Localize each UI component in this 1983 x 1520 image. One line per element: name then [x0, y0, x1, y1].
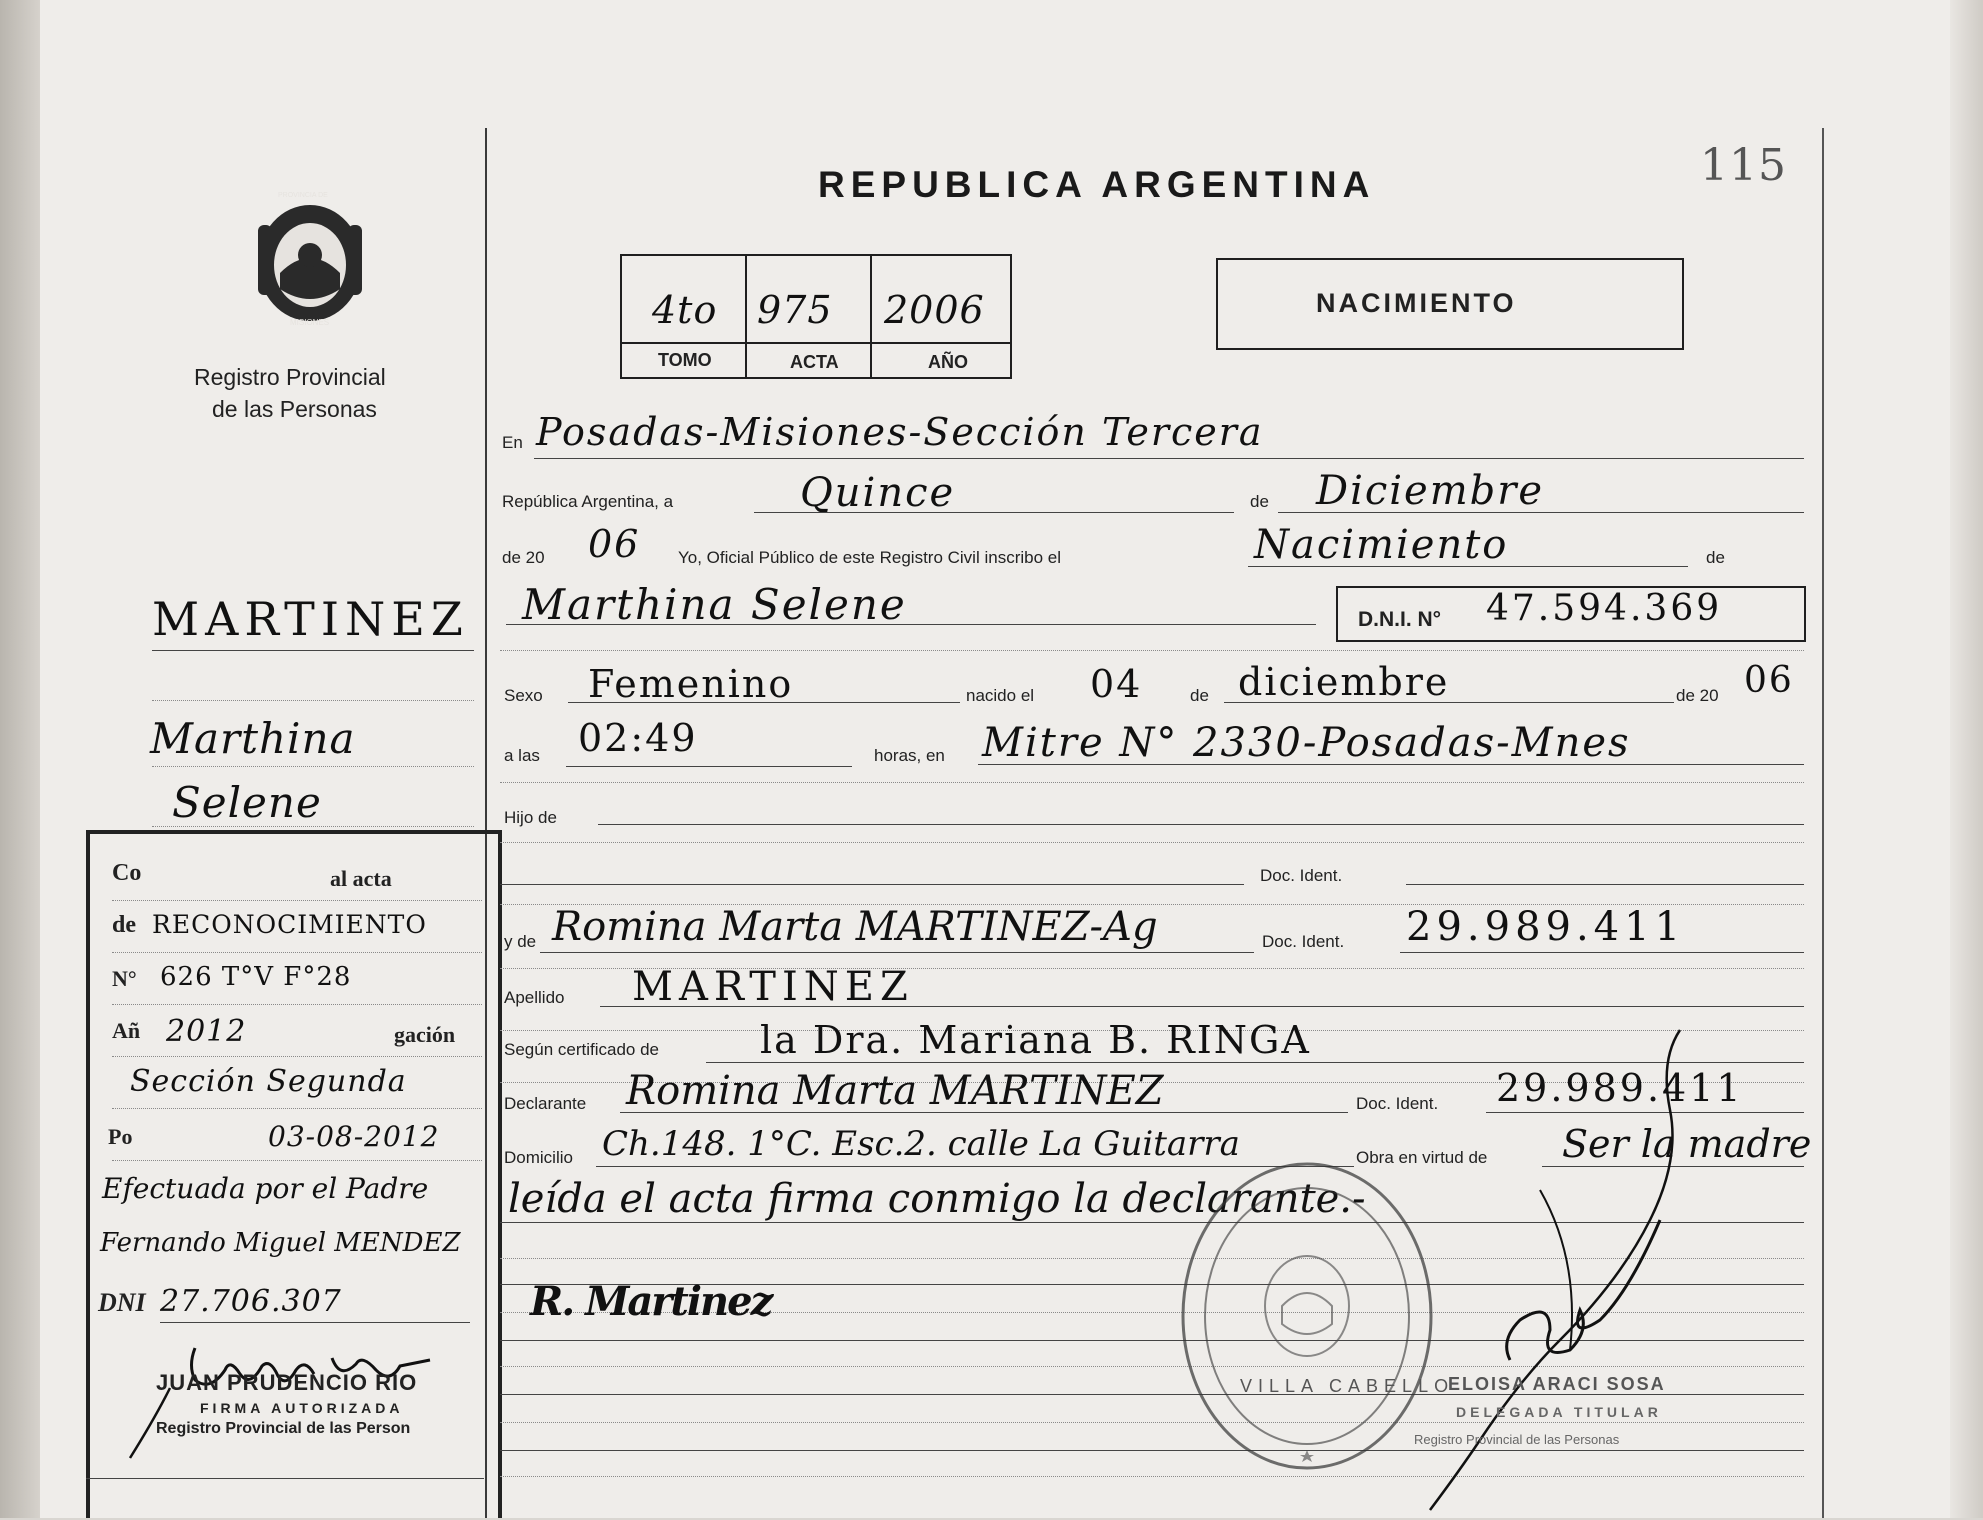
signer-office: Registro Provincial de las Person [156, 1420, 411, 1437]
signer-name: JUAN PRUDENCIO RIO [156, 1370, 418, 1395]
registration-place: Posadas-Misiones-Sección Tercera [536, 410, 1264, 454]
month-line [1278, 512, 1804, 513]
apellido-line [600, 1006, 1804, 1007]
declarant-signature: R. Martinez [530, 1278, 772, 1325]
annotation-line9-value: 27.706.307 [160, 1284, 342, 1319]
child-name: Marthina Selene [522, 580, 907, 629]
margin-given-name-2: Selene [172, 778, 322, 827]
annotation-dotted-4 [112, 1056, 482, 1057]
annotation-line5-value: Sección Segunda [130, 1064, 407, 1099]
agency-name-line2: de las Personas [212, 396, 377, 422]
official-office: Registro Provincial de las Personas [1414, 1432, 1620, 1447]
hijo-label: Hijo de [504, 808, 557, 827]
annotation-line8: Fernando Miguel MENDEZ [100, 1228, 461, 1258]
father-doc-line [1406, 884, 1804, 885]
official-name: ELOISA ARACI SOSA [1448, 1374, 1666, 1394]
stamp-text: VILLA CABELLO [1240, 1376, 1455, 1396]
form-dotted-2 [500, 782, 1804, 783]
apellido-value: MARTINEZ [632, 964, 914, 1010]
document-title: REPUBLICA ARGENTINA [818, 164, 1376, 205]
margin-given-name-1: Marthina [150, 714, 356, 763]
doc-ident-label-1: Doc. Ident. [1260, 866, 1343, 885]
annotation-line9-label: DNI [98, 1288, 146, 1317]
birth-day: 04 [1090, 662, 1143, 706]
registration-year-suffix: 06 [588, 522, 641, 566]
dni-value: 47.594.369 [1486, 588, 1723, 629]
annotation-bottom-line [86, 1478, 484, 1479]
annotation-dotted-2 [112, 952, 482, 953]
birth-place: Mitre N° 2330-Posadas-Mnes [982, 720, 1631, 766]
sexo-line [568, 702, 960, 703]
right-column-rule [1822, 128, 1824, 1518]
place-line [534, 458, 1804, 459]
annotation-dotted-6 [112, 1160, 482, 1161]
registration-month: Diciembre [1316, 468, 1545, 514]
nacido-label: nacido el [966, 686, 1035, 705]
official-title: DELEGADA TITULAR [1456, 1404, 1662, 1420]
day-line [754, 512, 1234, 513]
page-right-shadow [1950, 0, 1983, 1518]
annotation-line7: Efectuada por el Padre [102, 1172, 429, 1205]
margin-dotted-3 [152, 826, 474, 827]
declarante-label: Declarante [504, 1094, 587, 1113]
declarante-doc: 29.989.411 [1496, 1066, 1744, 1110]
birth-year-suffix: 06 [1744, 660, 1794, 701]
annotation-line4-suffix: gación [394, 1022, 456, 1047]
page-binding-edge [0, 0, 40, 1518]
birth-place-line [978, 764, 1804, 765]
declarante-line [620, 1112, 1348, 1113]
sexo-value: Femenino [588, 662, 794, 706]
annotation-line2-label: de [112, 912, 136, 938]
birth-month-line [1224, 702, 1674, 703]
doc-ident-label-3: Doc. Ident. [1356, 1094, 1439, 1113]
mother-doc-line [1400, 952, 1804, 953]
seal-bottom-text: MISIONES [290, 318, 330, 327]
apellido-label: Apellido [504, 988, 565, 1007]
tomo-label: TOMO [658, 350, 712, 370]
annotation-line2-value: RECONOCIMIENTO [152, 910, 427, 939]
inscription-type: Nacimiento [1254, 522, 1509, 568]
father-line-2 [500, 884, 1244, 885]
form-dotted-3 [500, 842, 1804, 843]
seal-top-text: PROVINCIA DE [278, 192, 328, 199]
de-label-2: de [1706, 548, 1725, 567]
mother-name: Romina Marta MARTINEZ-Ag [552, 904, 1158, 950]
alas-label: a las [504, 746, 540, 765]
en-label: En [502, 433, 523, 452]
signer-title: FIRMA AUTORIZADA [200, 1400, 404, 1416]
annotation-line4-value: 2012 [166, 1014, 247, 1049]
annotation-line6-value: 03-08-2012 [268, 1120, 440, 1153]
closing-text: leída el acta firma conmigo la declarante.- [508, 1176, 1366, 1222]
doc-ident-label-2: Doc. Ident. [1262, 932, 1345, 951]
time-line [566, 766, 852, 767]
mother-line [540, 952, 1254, 953]
de20-label-2: de 20 [1676, 686, 1719, 705]
annotation-dotted-3 [112, 1004, 482, 1005]
y-de-label: y de [504, 932, 537, 951]
annotation-dotted-5 [112, 1108, 482, 1109]
mother-doc: 29.989.411 [1406, 904, 1686, 950]
provincial-seal-icon [240, 185, 380, 335]
de-label-3: de [1190, 686, 1209, 705]
certificate-doctor: la Dra. Mariana B. RINGA [760, 1018, 1311, 1062]
de20-label-1: de 20 [502, 548, 545, 567]
declarante-name: Romina Marta MARTINEZ [626, 1068, 1164, 1114]
annotation-line1-suffix: al acta [330, 866, 392, 891]
official-stamp [1172, 1150, 1442, 1482]
sexo-label: Sexo [504, 686, 543, 705]
margin-dotted-1 [152, 700, 474, 701]
child-name-line [506, 624, 1316, 625]
margin-surname: MARTINEZ [152, 592, 469, 646]
domicilio-label: Domicilio [504, 1148, 573, 1167]
obra-value: Ser la madre [1562, 1122, 1812, 1166]
annotation-line4-label: Añ [112, 1018, 141, 1043]
dni-label: D.N.I. N° [1358, 608, 1442, 631]
anio-value: 2006 [884, 288, 985, 332]
act-type-label: NACIMIENTO [1316, 288, 1517, 318]
inscription-line [1248, 566, 1688, 567]
reference-box-divider-v2 [870, 256, 872, 377]
horas-label: horas, en [874, 746, 945, 765]
margin-surname-line [152, 650, 474, 651]
form-dotted-1 [500, 650, 1804, 651]
birth-time: 02:49 [578, 716, 698, 760]
de-label-1: de [1250, 492, 1269, 511]
father-line [598, 824, 1804, 825]
agency-name-line1: Registro Provincial [194, 364, 386, 390]
obra-label: Obra en virtud de [1356, 1148, 1488, 1167]
registration-day: Quince [800, 470, 956, 516]
domicilio-value: Ch.148. 1°C. Esc.2. calle La Guitarra [602, 1124, 1240, 1164]
republica-label: República Argentina, a [502, 492, 674, 511]
annotation-line3-label: N° [112, 966, 137, 991]
anio-label: AÑO [928, 352, 968, 372]
oficial-label: Yo, Oficial Público de este Registro Civil inscribo el [678, 548, 1061, 567]
tomo-value: 4to [652, 288, 718, 332]
acta-label: ACTA [790, 352, 839, 372]
page-number: 115 [1700, 140, 1787, 191]
annotation-line6-label: Po [108, 1124, 133, 1149]
birth-month: diciembre [1238, 660, 1450, 704]
acta-value: 975 [757, 288, 833, 332]
annotation-dotted-1 [112, 900, 482, 901]
reference-box-divider-v1 [745, 256, 747, 377]
reference-box-divider-h [622, 342, 1010, 344]
annotation-line3-value: 626 T°V F°28 [160, 962, 352, 992]
annotation-line1-label: Co [112, 860, 142, 886]
segun-label: Según certificado de [504, 1040, 659, 1059]
margin-dotted-2 [152, 766, 474, 767]
